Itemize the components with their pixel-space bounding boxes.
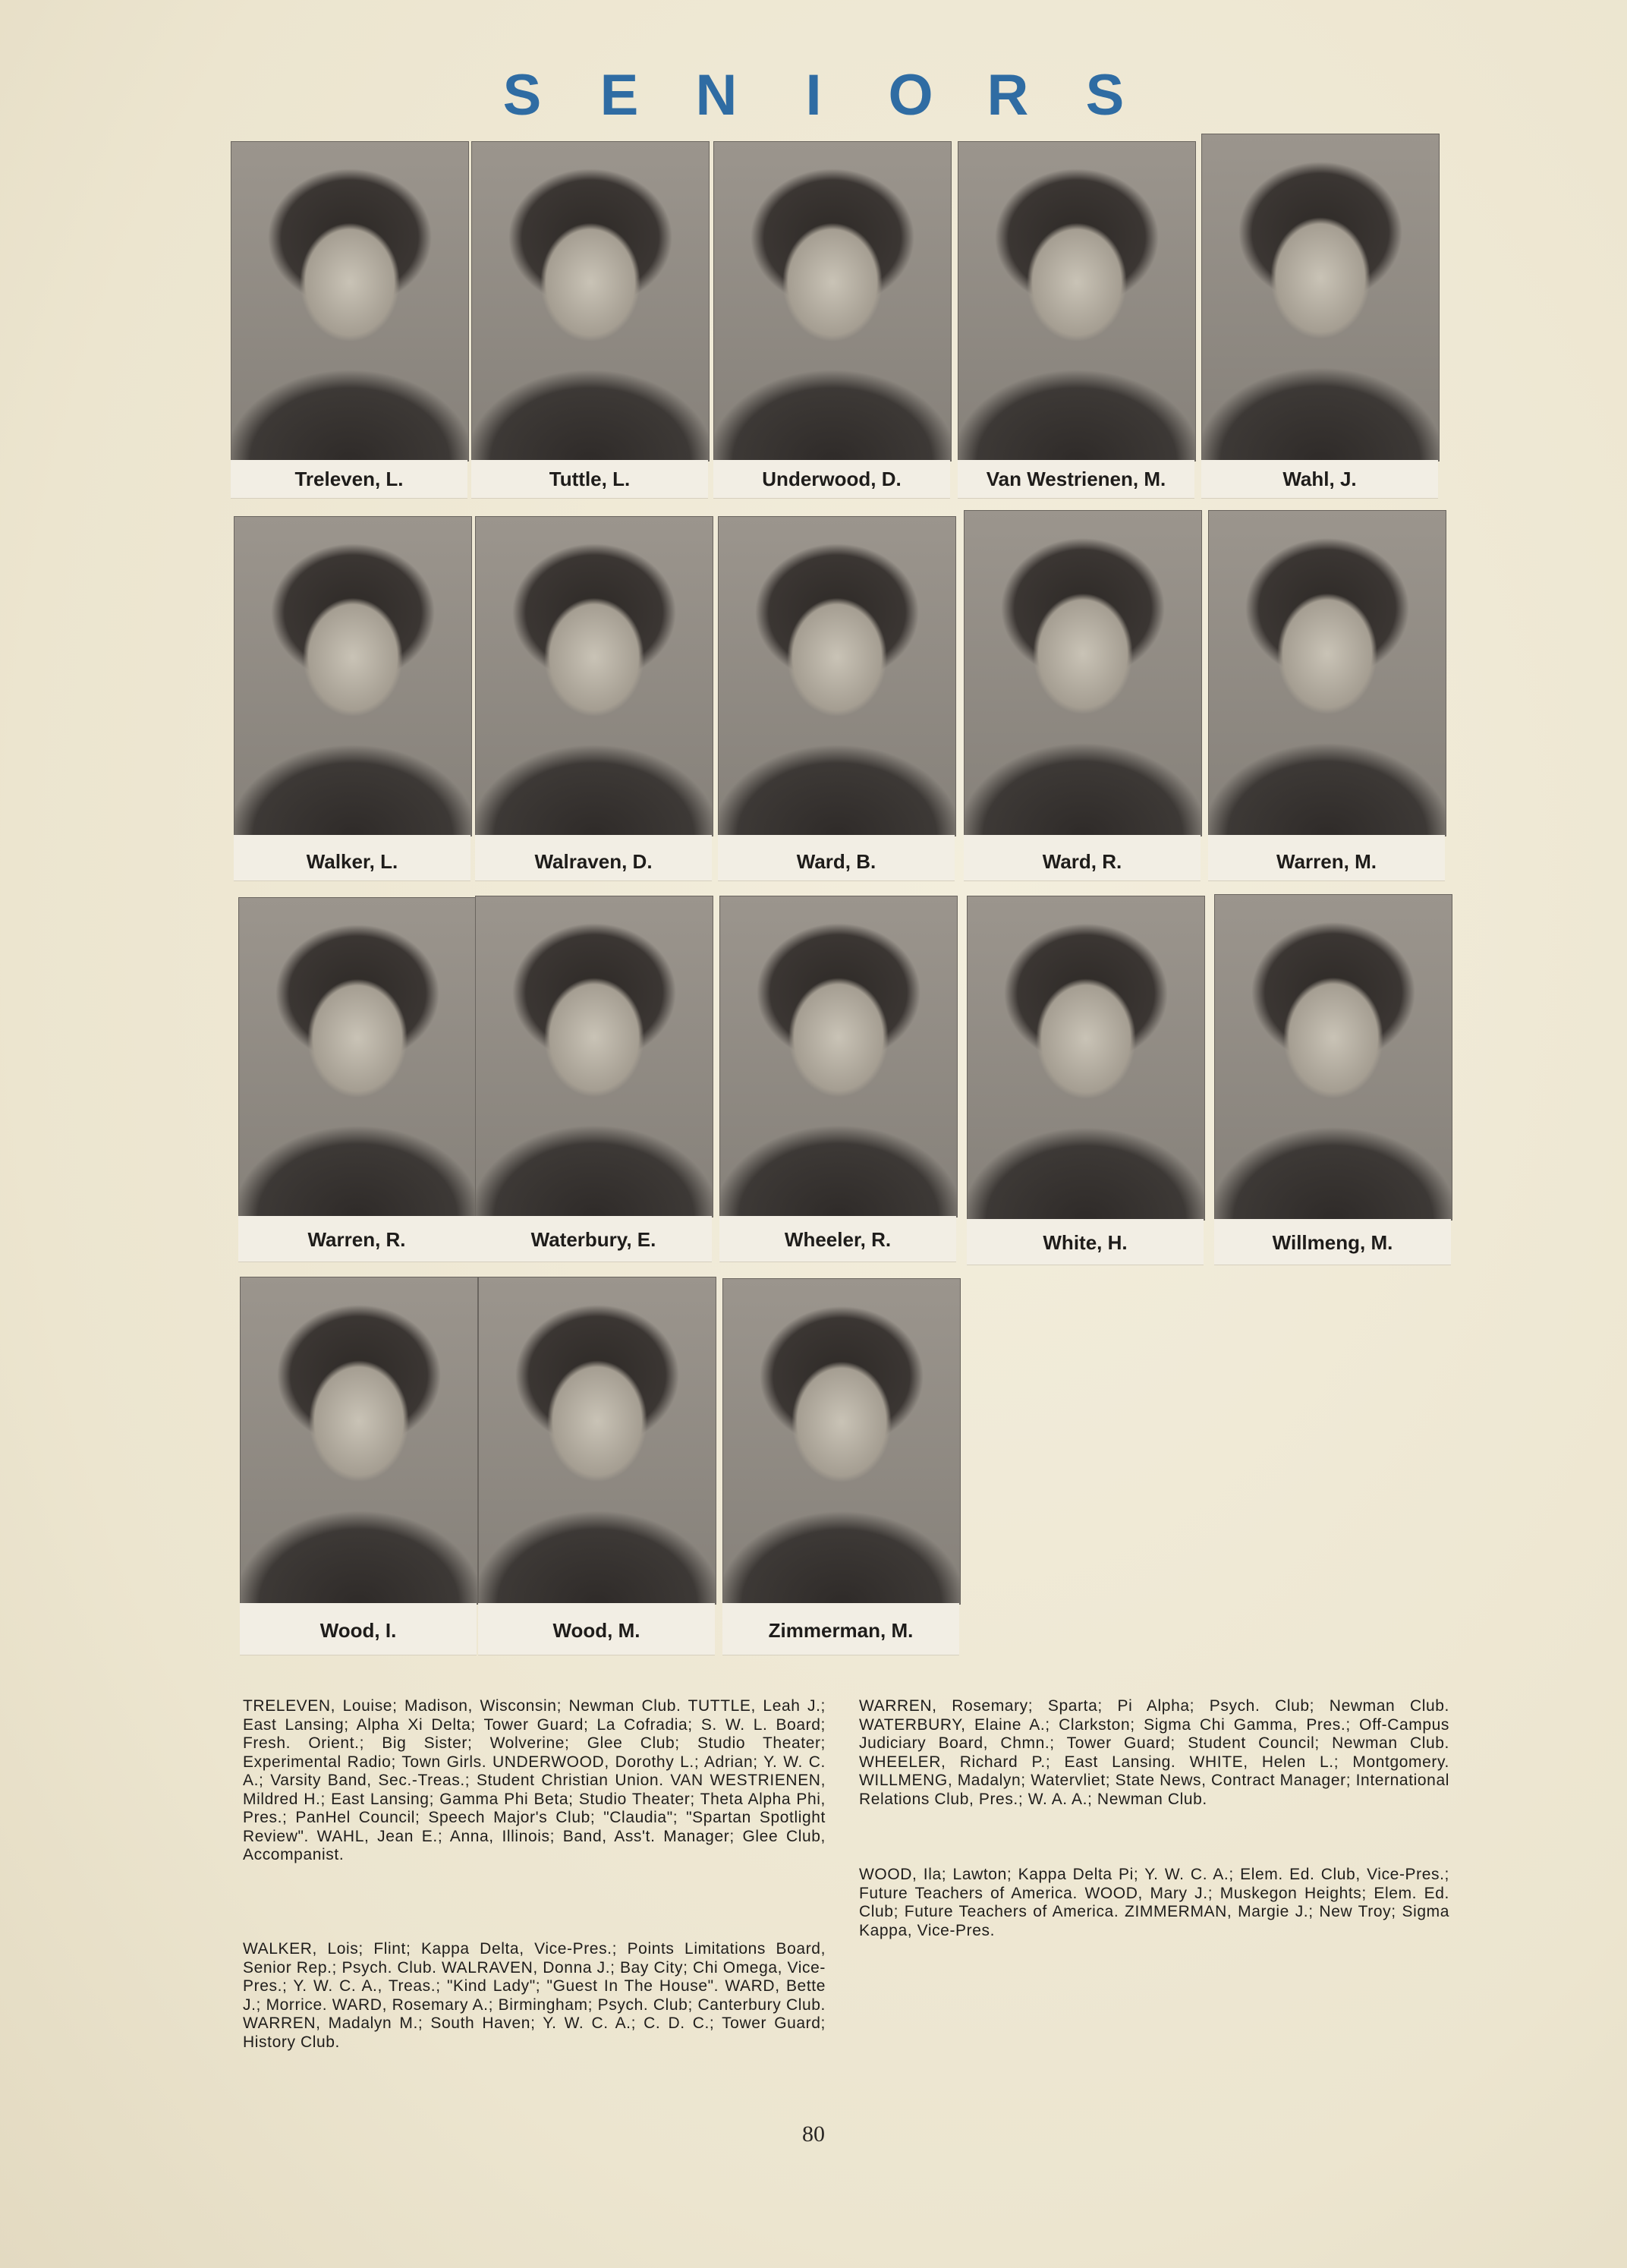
senior-photo xyxy=(234,516,472,836)
page-number: 80 xyxy=(802,2122,825,2147)
page-title xyxy=(0,62,1627,128)
senior-photo xyxy=(967,896,1205,1221)
senior-name: Underwood, D. xyxy=(713,460,950,499)
senior-photo xyxy=(958,141,1196,461)
senior-name: Walraven, D. xyxy=(475,835,712,881)
bio-paragraph: TRELEVEN, Louise; Madison, Wisconsin; Newman Club. TUTTLE, Leah J.; East Lansing; Alpha Xi Delta; Tower Guard; La Cofradia; S. W. L. Board; Fresh. Orient.; Big Sister; Wolverine; Glee Club; Studio Theater; Experimental Radio; Town Girls. UNDERWOOD, Dorothy L.; Adrian; Y. W. C. A.; Varsity Band, Sec.-Treas.; Student Christian Union. VAN WESTRIENEN, Mildred H.; East Lansing; Gamma Phi Beta; Studio Theater; Theta Alpha Phi, Pres.; PanHel Council; Speech Major's Club; "Claudia"; "Spartan Spotlight Review". WAHL, Jean E.; Anna, Illinois; Band, Ass't. Manager; Glee Club, Accompanist. xyxy=(243,1697,826,1863)
senior-name: White, H. xyxy=(967,1219,1204,1265)
senior-photo xyxy=(713,141,952,461)
senior-photo xyxy=(718,516,956,836)
title-letter: N xyxy=(695,63,738,128)
senior-name: Ward, R. xyxy=(964,835,1201,881)
senior-name: Ward, B. xyxy=(718,835,955,881)
senior-photo xyxy=(238,897,477,1217)
bio-paragraph: WOOD, Ila; Lawton; Kappa Delta Pi; Y. W. C. A.; Elem. Ed. Club, Vice-Pres.; Future Teachers of America. WOOD, Mary J.; Muskegon Heights; Elem. Ed. Club; Future Teachers of America. ZIMMERMAN, Margie J.; New Troy; Sigma Kappa, Vice-Pres. xyxy=(859,1866,1449,1939)
senior-name: Willmeng, M. xyxy=(1214,1219,1451,1265)
title-letter: E xyxy=(600,63,639,128)
senior-photo xyxy=(719,896,958,1217)
senior-name: Van Westrienen, M. xyxy=(958,460,1194,499)
senior-name: Wood, M. xyxy=(478,1603,715,1655)
senior-photo xyxy=(722,1278,961,1605)
senior-name: Warren, M. xyxy=(1208,835,1445,881)
senior-photo xyxy=(240,1277,478,1605)
bio-paragraph: WARREN, Rosemary; Sparta; Pi Alpha; Psych. Club; Newman Club. WATERBURY, Elaine A.; Clarkston; Sigma Chi Gamma, Pres.; Off-Campus Judiciary Board, Chmn.; Tower Guard; Student Council; Newman Club. WHEELER, Richard P.; East Lansing. WHITE, Helen L.; Montgomery. WILLMENG, Madalyn; Watervliet; State News, Contract Manager; International Relations Club, Pres.; W. A. A.; Newman Club. xyxy=(859,1697,1449,1808)
title-letter: S xyxy=(1085,63,1125,128)
title-letter: S xyxy=(502,63,542,128)
senior-name: Tuttle, L. xyxy=(471,460,708,499)
senior-name: Zimmerman, M. xyxy=(722,1603,959,1655)
senior-name: Treleven, L. xyxy=(231,460,467,499)
senior-photo xyxy=(1201,134,1440,461)
senior-photo xyxy=(1214,894,1452,1221)
title-letter: I xyxy=(805,63,822,128)
senior-photo xyxy=(475,896,713,1217)
senior-photo xyxy=(964,510,1202,836)
senior-name: Wahl, J. xyxy=(1201,460,1438,499)
senior-photo xyxy=(475,516,713,836)
senior-photo xyxy=(478,1277,716,1605)
senior-photo xyxy=(1208,510,1446,836)
senior-photo xyxy=(231,141,469,461)
senior-name: Walker, L. xyxy=(234,835,470,881)
senior-photo xyxy=(471,141,710,461)
senior-name: Warren, R. xyxy=(238,1216,475,1262)
senior-name: Waterbury, E. xyxy=(475,1216,712,1262)
title-letter: O xyxy=(888,63,933,128)
bio-paragraph: WALKER, Lois; Flint; Kappa Delta, Vice-Pres.; Points Limitations Board, Senior Rep.; Psych. Club. WALRAVEN, Donna J.; Bay City; Chi Omega, Vice-Pres.; Y. W. C. A., Treas.; "Kind Lady"; "Guest In The House". WARD, Bette J.; Morrice. WARD, Rosemary A.; Birmingham; Psych. Club; Canterbury Club. WARREN, Madalyn M.; South Haven; Y. W. C. A.; C. D. C.; Tower Guard; History Club. xyxy=(243,1940,826,2051)
senior-name: Wood, I. xyxy=(240,1603,477,1655)
senior-name: Wheeler, R. xyxy=(719,1216,956,1262)
title-letter: R xyxy=(987,63,1029,128)
